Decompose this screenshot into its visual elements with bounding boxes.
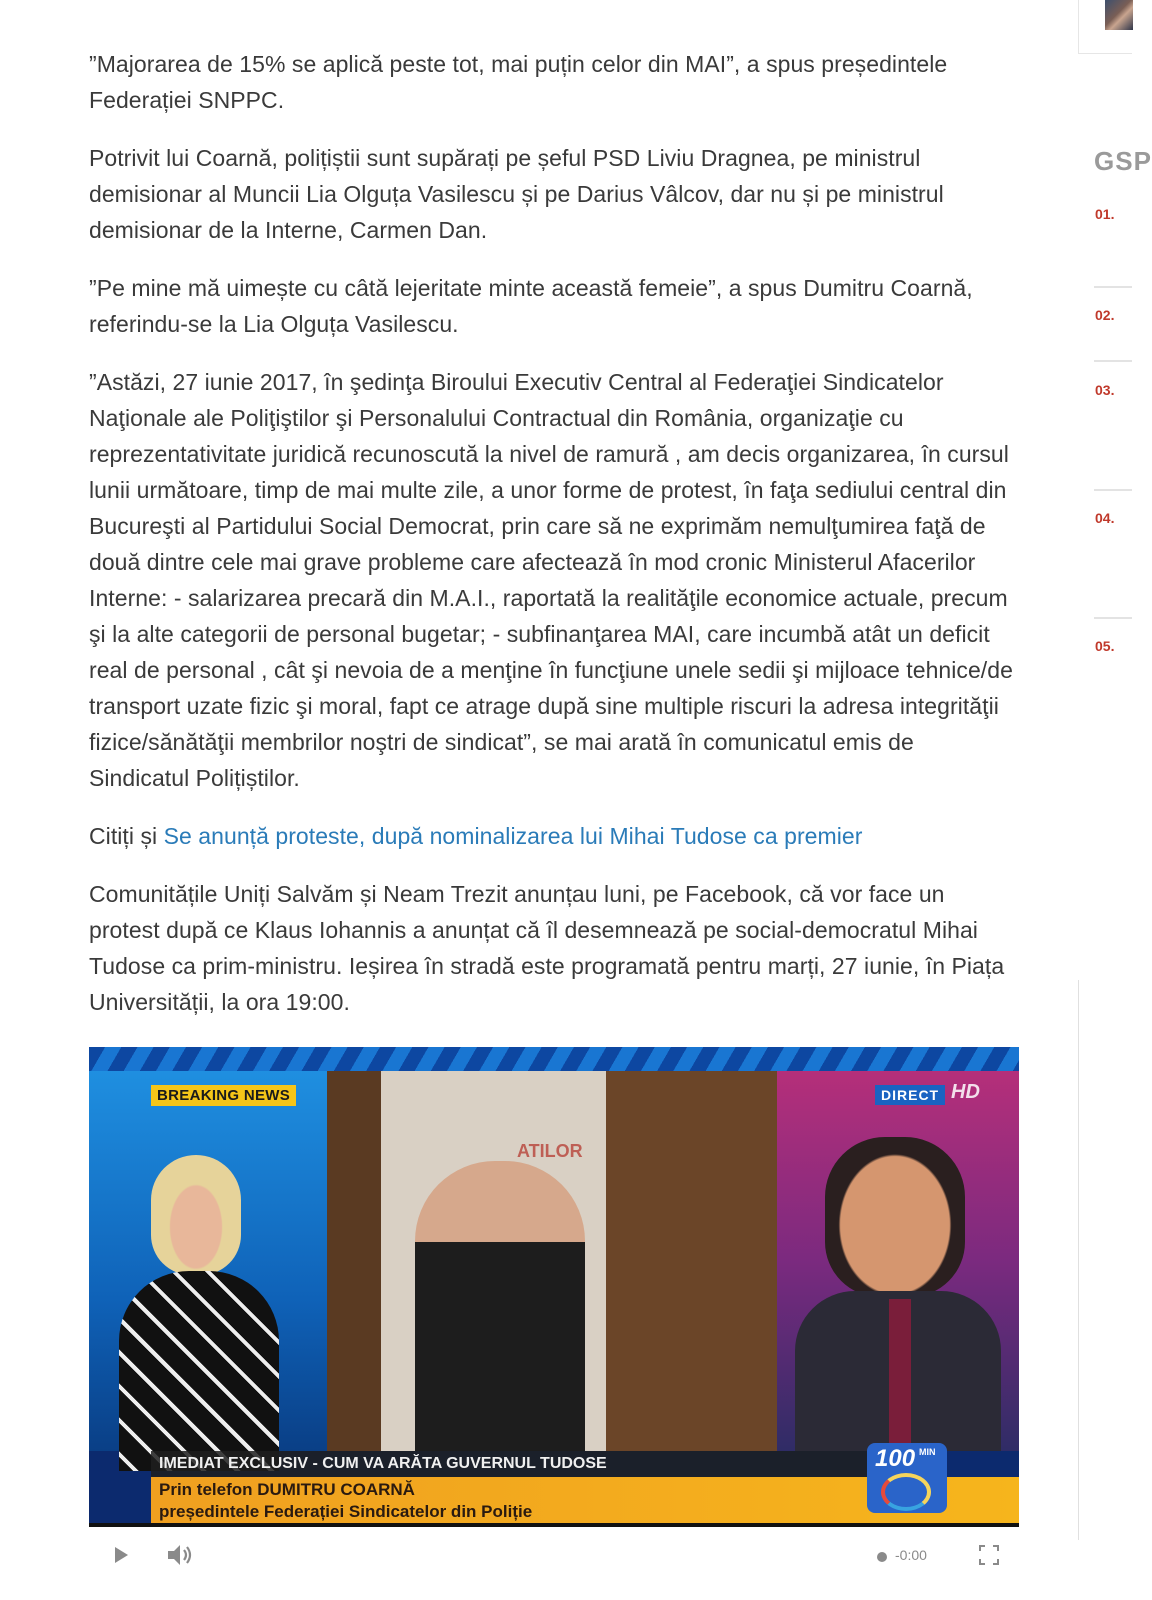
article-paragraph: ”Astăzi, 27 iunie 2017, în şedinţa Biroului Executiv Central al Federaţiei Sindicatelor Naţionale ale Poliţiştilor şi Personalului Contractual din România, organizaţie cu reprezentativitate juridică recunoscută la nivel de ramură , am decis organizarea, în cursul lunii următoare, timp de mai multe zile, a unor forme de protest, în faţa sediului central din Bucureşti al Partidului Social Democrat, prin care să ne exprimăm nemulţumirea faţă de două dintre cele mai grave probleme care afectează în mod cronic Ministerul Afacerilor Interne: - salarizarea precară din M.A.I., raportată la realităţile economice actuale, precum şi la alte categorii de personal bugetar; - subfinanţarea MAI, care incumbă atât un deficit real de personal , cât şi nevoia de a menţine în funcţiune unele sedii şi mijloace tehnice/de transport uzate fizic şi moral, fapt ce atrage după sine multiple riscuri la adresa integrităţii fizice/sănătăţii membrilor noştri de sindicat”, se mai arată în comunicatul emis de Sindicatul Polițiștilor. [89,369,1013,791]
video-controls [89,1527,1019,1581]
article-paragraph: Comunitățile Uniți Salvăm și Neam Trezit anunțau luni, pe Facebook, că vor face un protest după ce Klaus Iohannis a anunțat că îl desemnează pe social-democratul Mihai Tudose ca prim-ministru. Ieșirea în stradă este programată pentru marți, 27 iunie, în Piața Universității, la ora 19:00. [89,881,1005,1015]
channel-logo-min: MIN [919,1447,936,1457]
read-also-prefix: Citiți și [89,823,164,849]
article-paragraph: ”Majorarea de 15% se aplică peste tot, mai puțin celor din MAI”, a spus președintele Federației SNPPC. [89,51,948,113]
video-top-stripe [89,1047,1019,1071]
play-icon[interactable] [115,1547,128,1563]
sidebar-item-number[interactable]: 05. [1095,638,1115,654]
caption-line-2: președintele Federației Sindicatelor din Poliție [159,1502,533,1521]
article-body [89,46,1019,1042]
sidebar [1078,0,1152,1600]
fullscreen-icon[interactable] [979,1545,999,1565]
background-banner-text: ATILOR [517,1141,583,1161]
middle-person [415,1161,585,1451]
sidebar-item-number[interactable]: 01. [1095,206,1115,222]
read-also-link[interactable]: Se anunță proteste, după nominalizarea lui Mihai Tudose ca premier [163,823,863,849]
sidebar-item-number[interactable]: 02. [1095,307,1115,323]
article-paragraph: ”Pe mine mă uimește cu câtă lejeritate minte această femeie”, a spus Dumitru Coarnă, referindu-se la Lia Olguța Vasilescu. [89,275,973,337]
channel-logo-icon [881,1473,931,1511]
breaking-news-badge: BREAKING NEWS [151,1085,296,1106]
video-middle-panel [327,1071,777,1451]
sidebar-divider [1094,360,1132,362]
anchor-body [119,1271,279,1471]
time-remaining: -0:00 [895,1547,927,1563]
sidebar-thumbnail[interactable] [1105,0,1133,30]
hd-badge: HD [951,1081,980,1103]
read-also [89,818,1019,854]
sidebar-item-number[interactable]: 03. [1095,382,1115,398]
sidebar-divider [1094,617,1132,619]
direct-badge: DIRECT [875,1085,945,1105]
article-paragraph: Potrivit lui Coarnă, polițiștii sunt supărați pe șeful PSD Liviu Dragnea, pe ministrul demisionar al Muncii Lia Olguța Vasilescu și pe Darius Vâlcov, dar nu și pe ministrul demisionar de la Interne, Carmen Dan. [89,145,944,243]
sidebar-divider [1094,286,1132,288]
sidebar-item-number[interactable]: 04. [1095,510,1115,526]
exclusive-caption: IMEDIAT EXCLUSIV - CUM VA ARĂTA GUVERNUL TUDOSE [159,1455,607,1472]
sidebar-thumbnail-frame [1078,0,1132,54]
caption-line-1: Prin telefon DUMITRU COARNĂ [159,1480,415,1499]
anchor-head [151,1155,241,1275]
progress-handle[interactable] [877,1552,887,1562]
sidebar-divider [1094,489,1132,491]
volume-icon[interactable] [165,1542,195,1568]
video-player[interactable] [89,1047,1019,1527]
channel-logo-number: 100 [875,1445,916,1472]
guest-head [825,1137,965,1297]
video-anchor-panel [89,1071,327,1451]
sidebar-border [1078,980,1079,1540]
guest-tie [889,1299,911,1449]
sidebar-brand: GSP [1094,146,1152,176]
video-guest-panel [777,1071,1019,1451]
